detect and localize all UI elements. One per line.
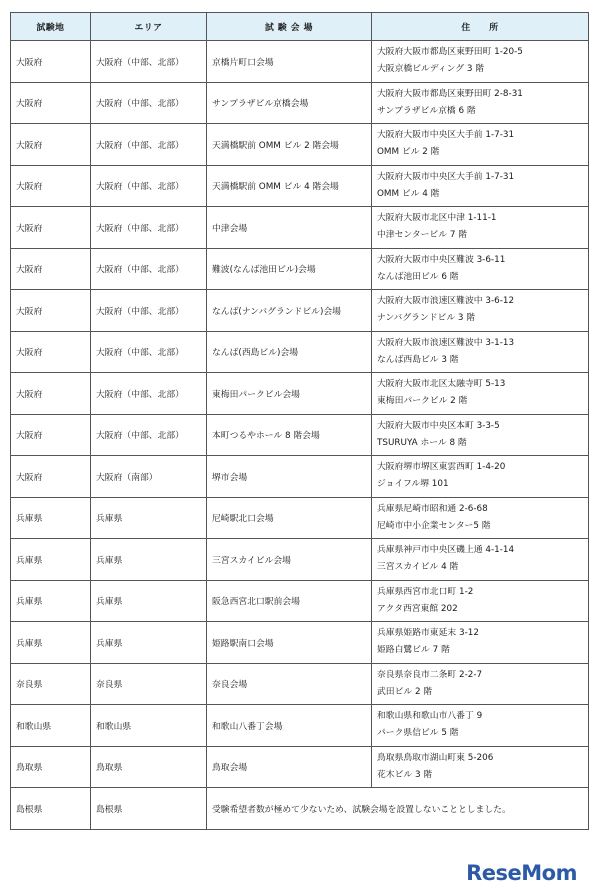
cell-area: 大阪府（中部、北部）	[91, 82, 207, 124]
table-row	[11, 290, 589, 332]
address-line-2: 武田ビル 2 階	[377, 686, 433, 697]
address-line-1: 大阪府大阪市中央区大手前 1-7-31	[377, 130, 515, 141]
cell-address	[372, 580, 589, 622]
header-area: エリア	[91, 13, 207, 41]
cell-prefecture: 鳥取県	[11, 746, 91, 788]
cell-area: 鳥取県	[91, 746, 207, 788]
table-row	[11, 165, 589, 207]
cell-venue: 天満橋駅前 OMM ビル 2 階会場	[207, 124, 372, 166]
address-line-1: 奈良県奈良市二条町 2-2-7	[377, 669, 483, 680]
table-row	[11, 622, 589, 664]
cell-venue: 阪急西宮北口駅前会場	[207, 580, 372, 622]
table-row	[11, 124, 589, 166]
table-row	[11, 746, 589, 788]
cell-venue: なんば(西島ビル)会場	[207, 331, 372, 373]
address-line-2: 尼崎市中小企業センター5 階	[377, 520, 491, 531]
address-line-2: ナンバグランドビル 3 階	[377, 313, 476, 324]
cell-area: 大阪府（中部、北部）	[91, 248, 207, 290]
address-line-2: TSURUYA ホール 8 階	[377, 437, 467, 448]
address-line-1: 大阪府大阪市浪速区難波中 3-1-13	[377, 337, 515, 348]
cell-address	[372, 456, 589, 498]
table-header-row	[11, 13, 589, 41]
cell-venue: 鳥取会場	[207, 746, 372, 788]
address-line-1: 兵庫県西宮市北口町 1-2	[377, 586, 474, 597]
cell-prefecture: 兵庫県	[11, 622, 91, 664]
address-line-1: 鳥取県鳥取市湖山町東 5-206	[377, 752, 494, 763]
table-row	[11, 539, 589, 581]
table-row	[11, 705, 589, 747]
table-row	[11, 207, 589, 249]
address-line-1: 大阪府大阪市都島区東野田町 2-8-31	[377, 88, 523, 99]
cell-area: 大阪府（中部、北部）	[91, 414, 207, 456]
table-row	[11, 373, 589, 415]
cell-prefecture: 大阪府	[11, 124, 91, 166]
address-line-1: 和歌山県和歌山市八番丁 9	[377, 711, 483, 722]
cell-area: 大阪府（中部、北部）	[91, 290, 207, 332]
address-line-1: 大阪府大阪市北区太融寺町 5-13	[377, 379, 506, 390]
address-line-2: OMM ビル 2 階	[377, 147, 440, 158]
cell-prefecture: 大阪府	[11, 165, 91, 207]
header-address: 住 所	[372, 13, 589, 41]
cell-address	[372, 373, 589, 415]
header-prefecture: 試験地	[11, 13, 91, 41]
cell-address	[372, 663, 589, 705]
address-line-2: サンプラザビル京橋 6 階	[377, 105, 476, 116]
venue-table	[10, 12, 589, 830]
cell-area: 和歌山県	[91, 705, 207, 747]
cell-note: 受験希望者数が極めて少ないため、試験会場を設置しないこととしました。	[207, 788, 589, 830]
cell-venue: サンプラザビル京橋会場	[207, 82, 372, 124]
cell-prefecture: 大阪府	[11, 41, 91, 83]
cell-address	[372, 124, 589, 166]
address-line-2: 東梅田パークビル 2 階	[377, 396, 468, 407]
table-row	[11, 663, 589, 705]
cell-area: 島根県	[91, 788, 207, 830]
cell-area: 大阪府（中部、北部）	[91, 207, 207, 249]
cell-address	[372, 746, 589, 788]
cell-venue: 姫路駅南口会場	[207, 622, 372, 664]
cell-prefecture: 大阪府	[11, 82, 91, 124]
cell-prefecture: 大阪府	[11, 207, 91, 249]
address-line-2: 大阪京橋ビルディング 3 階	[377, 64, 485, 75]
address-line-2: なんば西島ビル 3 階	[377, 354, 459, 365]
cell-area: 大阪府（中部、北部）	[91, 373, 207, 415]
cell-prefecture: 島根県	[11, 788, 91, 830]
cell-address	[372, 331, 589, 373]
table-row	[11, 456, 589, 498]
cell-prefecture: 兵庫県	[11, 497, 91, 539]
cell-address	[372, 41, 589, 83]
cell-venue: 堺市会場	[207, 456, 372, 498]
address-line-1: 大阪府大阪市北区中津 1-11-1	[377, 213, 497, 224]
cell-venue: 東梅田パークビル会場	[207, 373, 372, 415]
address-line-2: 花木ビル 3 階	[377, 769, 433, 780]
table-row	[11, 414, 589, 456]
header-venue: 試 験 会 場	[207, 13, 372, 41]
cell-venue: 本町つるやホール 8 階会場	[207, 414, 372, 456]
cell-venue: 三宮スカイビル会場	[207, 539, 372, 581]
cell-area: 大阪府（南部）	[91, 456, 207, 498]
cell-venue: 中津会場	[207, 207, 372, 249]
cell-address	[372, 165, 589, 207]
address-line-1: 大阪府大阪市浪速区難波中 3-6-12	[377, 296, 515, 307]
cell-address	[372, 705, 589, 747]
cell-address	[372, 207, 589, 249]
address-line-2: 姫路白鷺ビル 7 階	[377, 645, 450, 656]
cell-venue: 尼崎駅北口会場	[207, 497, 372, 539]
cell-address	[372, 539, 589, 581]
table-row	[11, 788, 589, 830]
table-body	[11, 41, 589, 830]
cell-area: 奈良県	[91, 663, 207, 705]
cell-prefecture: 兵庫県	[11, 580, 91, 622]
cell-address	[372, 82, 589, 124]
address-line-2: OMM ビル 4 階	[377, 188, 440, 199]
cell-venue: 京橋片町口会場	[207, 41, 372, 83]
table-row	[11, 497, 589, 539]
address-line-1: 兵庫県尼崎市昭和通 2-6-68	[377, 503, 488, 514]
cell-venue: なんば(ナンバグランドビル)会場	[207, 290, 372, 332]
address-line-1: 大阪府大阪市都島区東野田町 1-20-5	[377, 47, 523, 58]
table-row	[11, 580, 589, 622]
address-line-1: 兵庫県姫路市東延末 3-12	[377, 628, 479, 639]
cell-area: 大阪府（中部、北部）	[91, 165, 207, 207]
address-line-1: 大阪府大阪市中央区大手前 1-7-31	[377, 171, 515, 182]
cell-address	[372, 248, 589, 290]
address-line-2: 中津センタービル 7 階	[377, 230, 468, 241]
table-row	[11, 248, 589, 290]
cell-area: 兵庫県	[91, 580, 207, 622]
cell-prefecture: 兵庫県	[11, 539, 91, 581]
cell-prefecture: 大阪府	[11, 331, 91, 373]
cell-area: 大阪府（中部、北部）	[91, 124, 207, 166]
table-row	[11, 41, 589, 83]
cell-address	[372, 497, 589, 539]
cell-prefecture: 奈良県	[11, 663, 91, 705]
table-row	[11, 82, 589, 124]
cell-prefecture: 大阪府	[11, 414, 91, 456]
cell-prefecture: 大阪府	[11, 290, 91, 332]
cell-venue: 難波(なんば池田ビル)会場	[207, 248, 372, 290]
cell-area: 兵庫県	[91, 539, 207, 581]
address-line-1: 大阪府大阪市中央区難波 3-6-11	[377, 254, 506, 265]
resemom-logo: ReseMom	[466, 861, 577, 885]
address-line-2: パーク県信ビル 5 階	[377, 728, 459, 739]
table-row	[11, 331, 589, 373]
cell-prefecture: 大阪府	[11, 248, 91, 290]
cell-prefecture: 大阪府	[11, 456, 91, 498]
address-line-2: アクタ西宮東館 202	[377, 603, 458, 614]
address-line-2: ジョイフル堺 101	[377, 479, 449, 490]
cell-venue: 天満橋駅前 OMM ビル 4 階会場	[207, 165, 372, 207]
cell-venue: 奈良会場	[207, 663, 372, 705]
address-line-1: 大阪府堺市堺区東雲西町 1-4-20	[377, 462, 506, 473]
cell-area: 大阪府（中部、北部）	[91, 331, 207, 373]
address-line-2: なんば池田ビル 6 階	[377, 271, 459, 282]
cell-prefecture: 大阪府	[11, 373, 91, 415]
cell-prefecture: 和歌山県	[11, 705, 91, 747]
cell-area: 兵庫県	[91, 497, 207, 539]
cell-address	[372, 622, 589, 664]
cell-address	[372, 414, 589, 456]
address-line-1: 兵庫県神戸市中央区磯上通 4-1-14	[377, 545, 515, 556]
address-line-2: 三宮スカイビル 4 階	[377, 562, 459, 573]
cell-venue: 和歌山八番丁会場	[207, 705, 372, 747]
address-line-1: 大阪府大阪市中央区本町 3-3-5	[377, 420, 500, 431]
cell-address	[372, 290, 589, 332]
cell-area: 大阪府（中部、北部）	[91, 41, 207, 83]
cell-area: 兵庫県	[91, 622, 207, 664]
